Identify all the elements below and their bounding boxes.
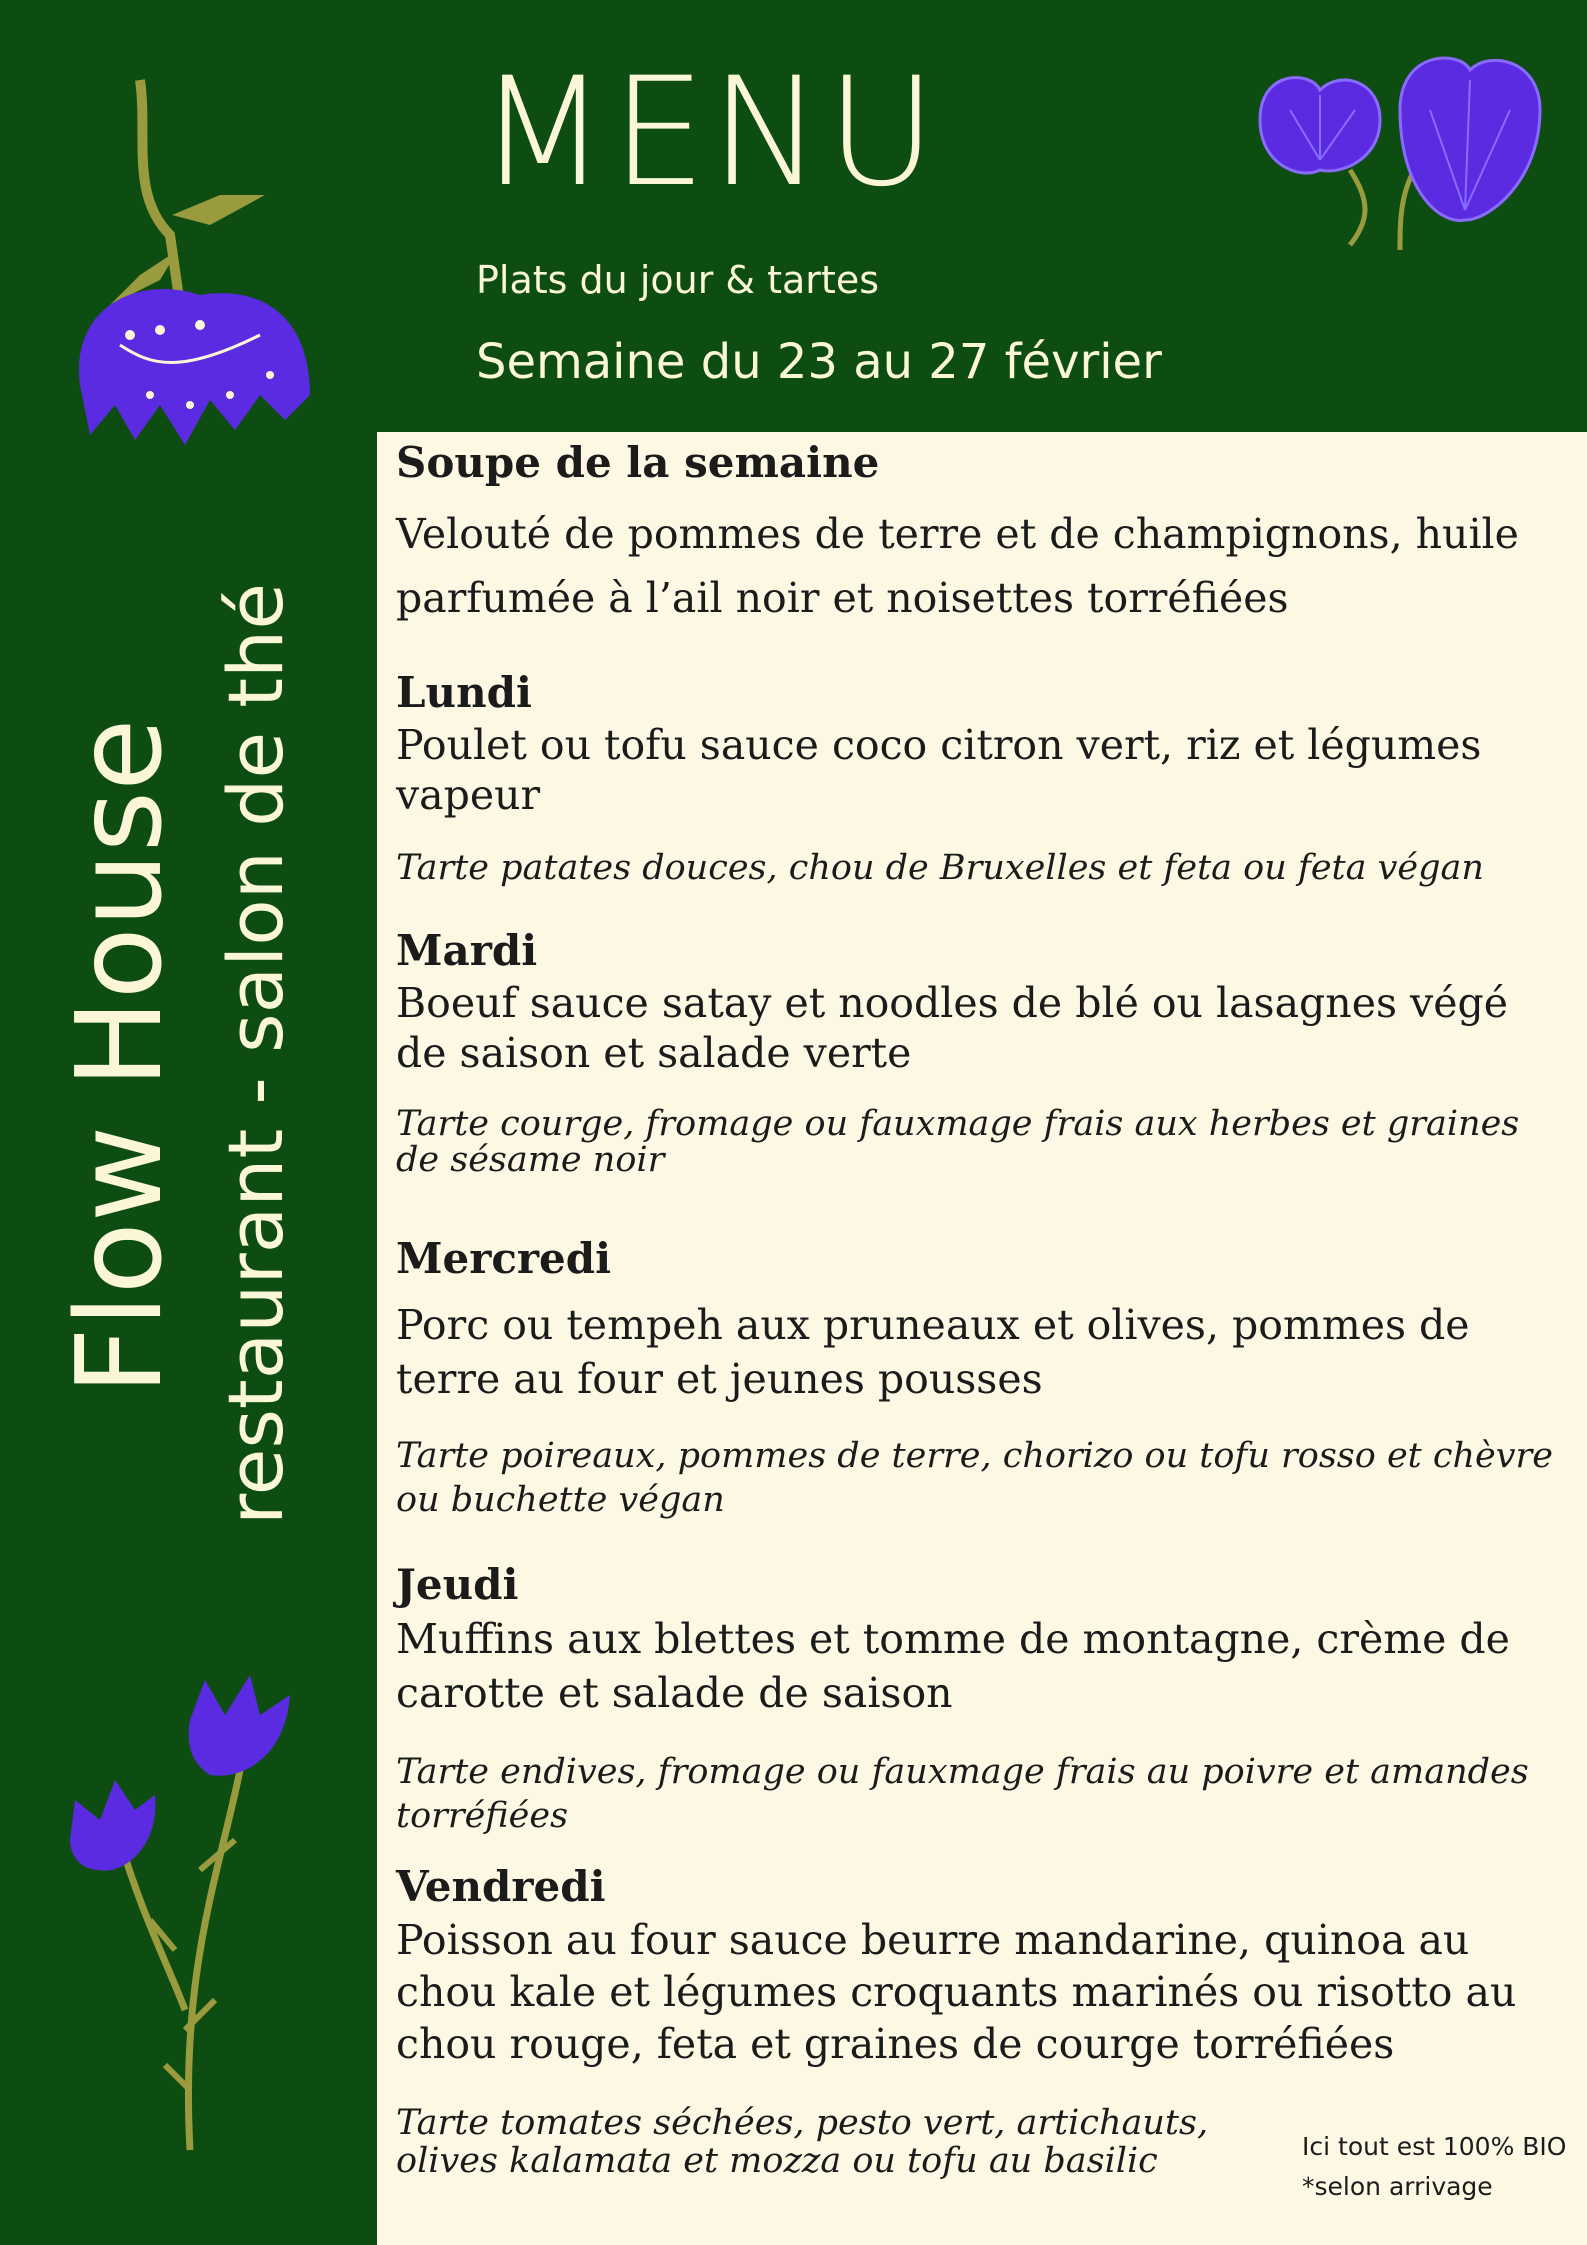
day-dish: Boeuf sauce satay et noodles de blé ou lasagnes végé de saison et salade verte xyxy=(396,979,1508,1077)
day-dish: Poulet ou tofu sauce coco citron vert, riz et légumes vapeur xyxy=(396,721,1482,819)
soup-heading: Soupe de la semaine xyxy=(396,438,880,487)
day-section-mercredi xyxy=(396,1232,1561,1522)
day-tarte: Tarte tomates séchées, pesto vert, artichauts, olives kalamata et mozza ou tofu au basilic xyxy=(396,2103,1209,2181)
soup-section xyxy=(396,436,1561,630)
menu-title: MENU xyxy=(478,46,941,220)
day-section-mardi xyxy=(396,924,1561,1178)
soup-dish: Velouté de pommes de terre et de champignons, huile parfumée à l’ail noir et noisettes torréfiées xyxy=(396,510,1519,622)
day-heading: Jeudi xyxy=(396,1560,519,1609)
week-dates: Semaine du 23 au 27 février xyxy=(476,334,1162,390)
tulips-icon xyxy=(60,1670,330,2160)
day-tarte: Tarte courge, fromage ou fauxmage frais aux herbes et graines de sésame noir xyxy=(396,1104,1520,1180)
day-heading: Lundi xyxy=(396,668,532,717)
brand-name: Flow House xyxy=(50,718,188,1395)
twin-flowers-icon xyxy=(1250,50,1550,250)
day-tarte: Tarte endives, fromage ou fauxmage frais au poivre et amandes torréfiées xyxy=(396,1752,1529,1836)
day-dish: Porc ou tempeh aux pruneaux et olives, pommes de terre au four et jeunes pousses xyxy=(396,1301,1470,1403)
day-heading: Mardi xyxy=(396,926,538,975)
arrivage-note: *selon arrivage xyxy=(1302,2172,1493,2201)
day-tarte: Tarte poireaux, pommes de terre, chorizo ou tofu rosso et chèvre ou buchette végan xyxy=(396,1436,1553,1520)
day-heading: Mercredi xyxy=(396,1234,612,1283)
day-heading: Vendredi xyxy=(396,1862,606,1911)
day-dish: Poisson au four sauce beurre mandarine, quinoa au chou kale et légumes croquants marinés ou risotto au chou rouge, feta et graines de courge torréfiées xyxy=(396,1916,1517,2068)
bio-note: Ici tout est 100% BIO xyxy=(1302,2132,1567,2161)
day-section-lundi xyxy=(396,666,1561,888)
day-dish: Muffins aux blettes et tomme de montagne, crème de carotte et salade de saison xyxy=(396,1615,1510,1717)
day-section-jeudi xyxy=(396,1558,1561,1838)
hanging-flower-icon xyxy=(60,75,330,485)
brand-tagline: restaurant - salon de thé xyxy=(211,583,300,1525)
menu-subtitle: Plats du jour & tartes xyxy=(476,258,880,302)
day-tarte: Tarte patates douces, chou de Bruxelles et feta ou feta végan xyxy=(396,848,1484,888)
